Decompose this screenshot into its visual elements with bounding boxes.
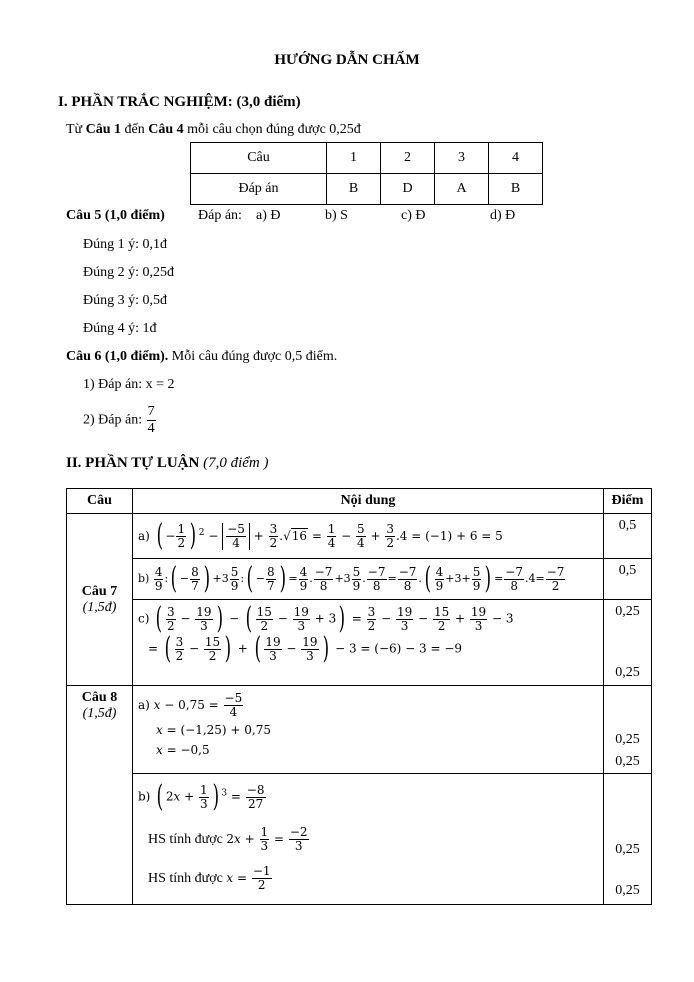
score-cell [604, 514, 652, 559]
cau6-answer-1: 1) Đáp án: x = 2 [83, 377, 175, 392]
answer-cell: A [435, 174, 489, 205]
formula-8a-line2: x = (−1,25) + 0,75 [156, 723, 272, 737]
cau7b-content [133, 559, 604, 600]
cau7-points: (1,5đ) [82, 599, 117, 615]
question-cell: 1 [327, 143, 381, 174]
intro-cau4: Câu 4 [148, 122, 184, 137]
cau6-text: Mỗi câu đúng được 0,5 điểm. [168, 349, 338, 364]
score-7b: 0,5 [618, 563, 637, 578]
score-8a-2: 0,25 [615, 754, 640, 769]
cau5-score-2: Đúng 2 ý: 0,25đ [83, 265, 174, 280]
cau5-answer-d: d) Đ [490, 208, 516, 223]
score-8b-1: 0,25 [615, 842, 640, 857]
formula-8b-step2: x = $\frac{-1}{2}$ [226, 864, 271, 892]
hs-label-1: HS tính được [148, 831, 223, 847]
formula-7c-line2: = ( $\frac{3}{2}$ − $\frac{15}{2}$ ) + ( $\frac{19}{3}$ − $\frac{19}{3}$ ) − 3 = (−6) − 3 = −9 [148, 631, 463, 666]
column-header-content: Nội dung [133, 489, 604, 514]
hs-label-2: HS tính được [148, 870, 223, 886]
cau6-answer-2-fraction [147, 404, 156, 437]
cau7c-content [133, 600, 604, 686]
formula-8b-line2 [148, 826, 603, 853]
score-8b-2: 0,25 [615, 883, 640, 898]
answer-cell: D [381, 174, 435, 205]
score-7a: 0,5 [618, 518, 637, 533]
formula-8a-line1: a) x − 0,75 = $\frac{-5}{4}$ [138, 691, 243, 719]
answer-table-row-questions [191, 143, 543, 174]
cau8b-content [133, 774, 604, 905]
intro-prefix: Từ [66, 122, 86, 137]
cau5-answers-label: Đáp án: [198, 208, 242, 223]
column-header-cau: Câu [67, 489, 133, 514]
answer-table-header: Đáp án [191, 174, 327, 205]
section-1-heading: I. PHẦN TRẮC NGHIỆM: (3,0 điểm) [58, 94, 301, 110]
cau8-label: Câu 8 [81, 690, 118, 705]
cau5-answer-c: c) Đ [401, 208, 426, 223]
cau8-points: (1,5đ) [82, 706, 117, 721]
intro-mid: đến [121, 122, 149, 137]
question-cell: 3 [435, 143, 489, 174]
answer-table-row-answers [191, 174, 543, 205]
answer-table [190, 142, 543, 205]
essay-table [66, 488, 652, 905]
cau7-cell [67, 514, 133, 686]
score-8a-1: 0,25 [615, 732, 640, 747]
answer-table-header: Câu [191, 143, 327, 174]
formula-8a-line3: x = −0,5 [156, 743, 210, 757]
fraction-denominator: 4 [147, 421, 155, 436]
score-7c-1: 0,25 [615, 604, 640, 619]
cau5-score-3: Đúng 3 ý: 0,5đ [83, 293, 167, 308]
intro-cau1: Câu 1 [85, 122, 122, 137]
cau6-line [66, 349, 337, 365]
answer-cell: B [327, 174, 381, 205]
cau8a-content [133, 686, 604, 774]
section-2-points: (7,0 điểm ) [203, 455, 269, 471]
answer-cell: B [489, 174, 543, 205]
score-cell [604, 774, 652, 905]
table-row [67, 559, 652, 600]
cau5-score-4: Đúng 4 ý: 1đ [83, 321, 157, 336]
question-cell: 4 [489, 143, 543, 174]
question-cell: 2 [381, 143, 435, 174]
score-cell [604, 600, 652, 686]
cau5-score-1: Đúng 1 ý: 0,1đ [83, 237, 167, 252]
intro-suffix: mỗi câu chọn đúng được 0,25đ [183, 122, 361, 137]
table-row [67, 686, 652, 774]
page-title: HƯỚNG DẪN CHẤM [274, 52, 420, 68]
formula-8b-line1: b) ( 2x + $\frac{1}{3}$ ) $^3$ = $\frac{-8}{27}$ [138, 779, 265, 814]
score-cell [604, 686, 652, 774]
cau8-cell [67, 686, 133, 905]
cau7a-content [133, 514, 604, 559]
formula-8b-step1: 2x + $\frac{1}{3}$ = $\frac{-2}{3}$ [226, 825, 308, 853]
section-2-title: II. PHẦN TỰ LUẬN [66, 455, 200, 471]
formula-7a: a) ( − $\frac{1}{2}$ ) $^2$ − $\frac{-5}{4}$ + $\frac{3}{2}$ .√16 = $\frac{1}{4}$ − $\frac{5}{4}$ + $\frac{3}{2}$ .4 = (−1) + 6 = 5 [138, 518, 503, 553]
formula-8b-line3 [148, 865, 603, 892]
column-header-score: Điểm [604, 489, 652, 514]
formula-7c-line1: c) ( $\frac{3}{2}$ − $\frac{19}{3}$ ) − ( $\frac{15}{2}$ − $\frac{19}{3}$ + 3) = $\frac{3}{2}$ − $\frac{19}{3}$ − $\frac{15}{2}$ + $\frac{19}{3}$ − 3 [138, 601, 514, 636]
table-row [67, 600, 652, 686]
score-7c-2: 0,25 [615, 665, 640, 680]
cau5-label: Câu 5 (1,0 điểm) [66, 208, 165, 223]
cau6-answer-2 [83, 404, 157, 437]
essay-table-header-row [67, 489, 652, 514]
formula-7b: b) $\frac{4}{9}$ :( − $\frac{8}{7}$ ) +3 $\frac{5}{9}$ :( − $\frac{8}{7}$ ) = $\frac{4}{9}$ . $\frac{-7}{8}$ +3 $\frac{5}{9}$ . $\frac{-7}{8}$ = $\frac{-7}{8}$ .( $\frac{4}{9}$ +3+ $\frac{5}{9}$ ) = $\frac{-7}{8}$ .4= $\frac{-7}{2}$ [138, 561, 565, 596]
score-cell [604, 559, 652, 600]
cau5-answer-b: b) S [325, 208, 348, 223]
table-row [67, 774, 652, 905]
fraction-numerator: 7 [147, 404, 155, 419]
cau7-label: Câu 7 [81, 583, 118, 599]
table-row [67, 514, 652, 559]
cau6-label: Câu 6 (1,0 điểm). [66, 349, 169, 364]
cau5-answer-a: a) Đ [256, 208, 281, 223]
section-1-intro [66, 122, 361, 138]
section-2-heading [66, 455, 269, 472]
cau6-answer-2-label: 2) Đáp án: [83, 412, 143, 428]
